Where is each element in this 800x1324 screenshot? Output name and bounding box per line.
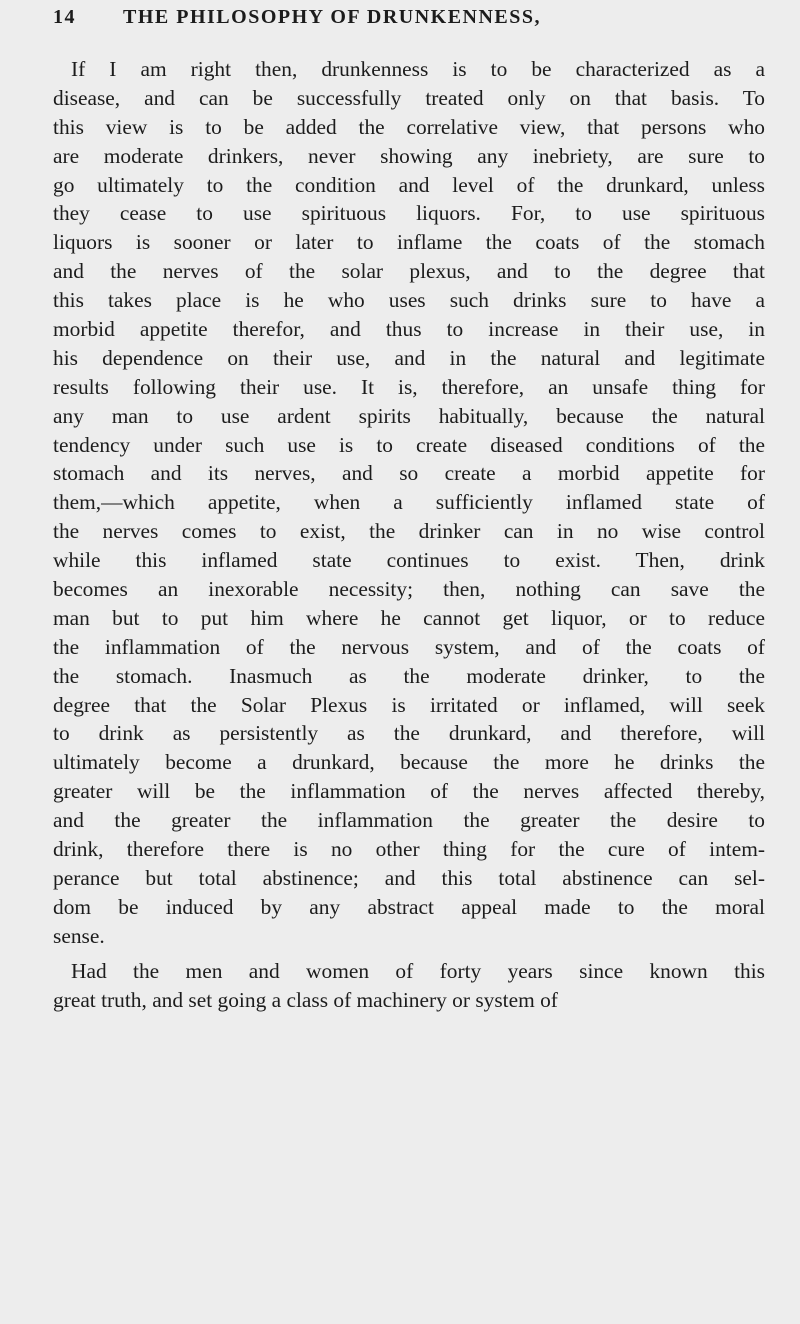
text-line: and the nerves of the solar plexus, and to the degree that	[53, 259, 765, 284]
text-line: man but to put him where he cannot get liquor, or to reduce	[53, 605, 765, 630]
text-line: dom be induced by any abstract appeal made to the moral	[53, 894, 765, 919]
paragraph	[53, 55, 765, 951]
text-line: results following their use. It is, therefore, an unsafe thing for	[53, 374, 765, 399]
text-line: liquors is sooner or later to inflame the coats of the stomach	[53, 230, 765, 255]
text-line: to drink as persistently as the drunkard, and therefore, will	[53, 721, 765, 746]
text-line: them,—which appetite, when a sufficiently inflamed state of	[53, 490, 765, 515]
body-text	[53, 55, 765, 1014]
text-line: go ultimately to the condition and level of the drunkard, unless	[53, 172, 765, 197]
text-line: stomach and its nerves, and so create a morbid appetite for	[53, 461, 765, 486]
text-line: sense.	[53, 923, 105, 948]
text-line: the stomach. Inasmuch as the moderate drinker, to the	[53, 663, 765, 688]
text-line: the nerves comes to exist, the drinker can in no wise control	[53, 519, 765, 544]
text-line: drink, therefore there is no other thing for the cure of intem-	[53, 837, 765, 862]
text-line: the inflammation of the nervous system, and of the coats of	[53, 634, 765, 659]
text-line: while this inflamed state continues to exist. Then, drink	[53, 548, 765, 573]
text-line: ultimately become a drunkard, because the more he drinks the	[53, 750, 765, 775]
text-line: tendency under such use is to create diseased conditions of the	[53, 432, 765, 457]
text-line: his dependence on their use, and in the natural and legitimate	[53, 345, 765, 370]
text-line: becomes an inexorable necessity; then, nothing can save the	[53, 577, 765, 602]
text-line: greater will be the inflammation of the nerves affected thereby,	[53, 779, 765, 804]
text-line: great truth, and set going a class of machinery or system of	[53, 987, 558, 1012]
paragraph	[53, 957, 765, 1015]
text-line: any man to use ardent spirits habitually, because the natural	[53, 403, 765, 428]
text-line: degree that the Solar Plexus is irritated or inflamed, will seek	[53, 692, 765, 717]
text-line: are moderate drinkers, never showing any inebriety, are sure to	[53, 143, 765, 168]
text-line: this takes place is he who uses such drinks sure to have a	[53, 288, 765, 313]
text-line: perance but total abstinence; and this total abstinence can sel-	[53, 865, 765, 890]
text-line: disease, and can be successfully treated only on that basis. To	[53, 85, 765, 110]
text-line: and the greater the inflammation the greater the desire to	[53, 808, 765, 833]
page-number: 14	[53, 6, 76, 28]
text-line: morbid appetite therefor, and thus to increase in their use, in	[53, 317, 765, 342]
running-head	[53, 6, 783, 30]
text-line: Had the men and women of forty years since known this	[71, 958, 765, 983]
text-line: they cease to use spirituous liquors. For, to use spirituous	[53, 201, 765, 226]
running-title: THE PHILOSOPHY OF DRUNKENNESS,	[123, 6, 542, 28]
text-line: If I am right then, drunkenness is to be characterized as a	[71, 57, 765, 81]
text-line: this view is to be added the correlative view, that persons who	[53, 114, 765, 139]
